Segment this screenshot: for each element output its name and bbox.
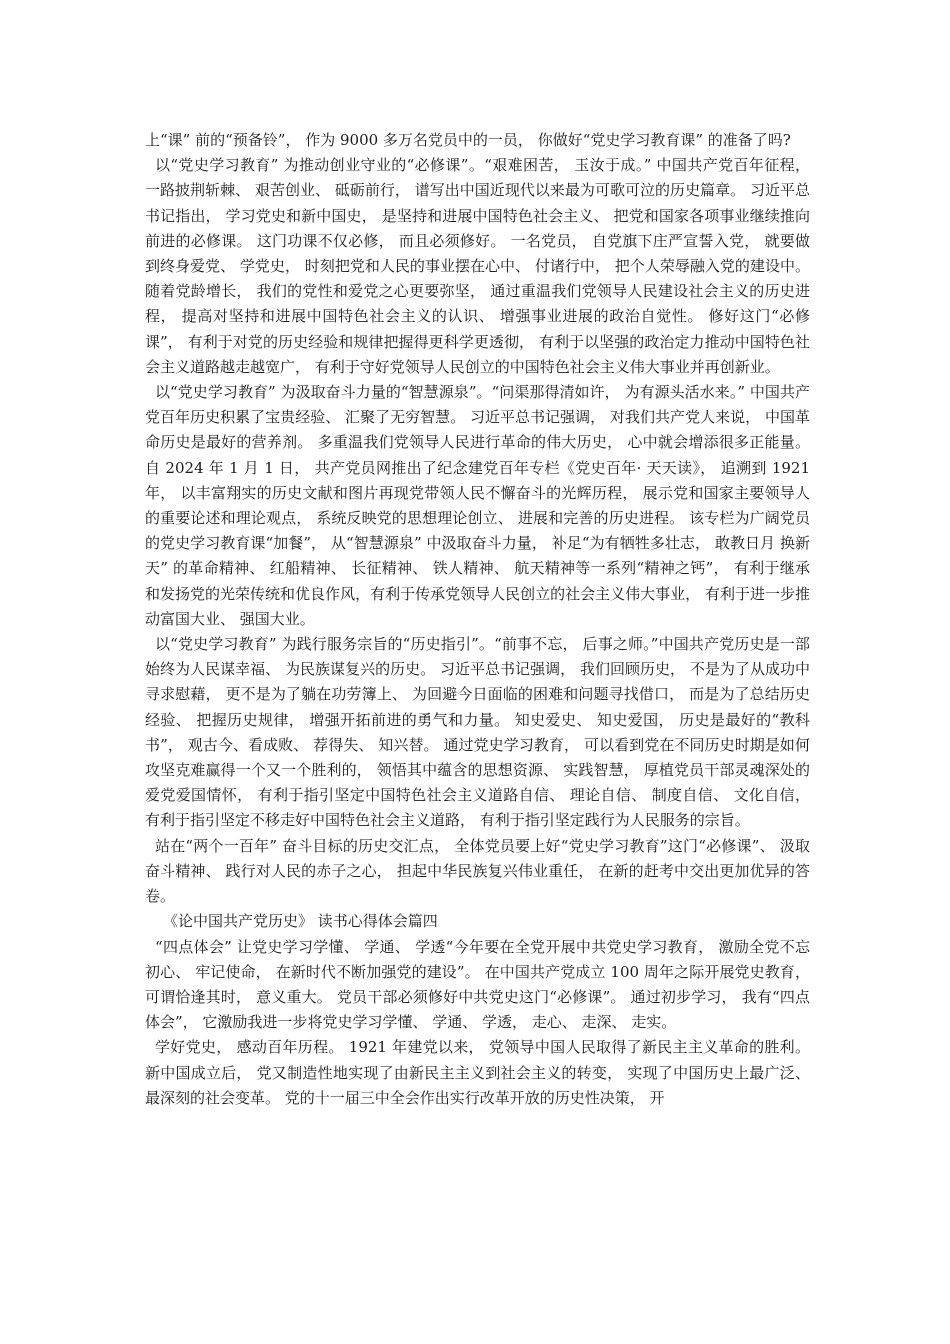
paragraph-3: 以“党史学习教育” 为汲取奋斗力量的“智慧源泉”。“问渠那得清如许， 为有源头活水来。” 中国共产党百年历史积累了宝贵经验、 汇聚了无穷智慧。 习近平总书记强调， 对我们共产党人来说， 中国革命历史是最好的营养剂。 多重温我们党领导人民进行革命的伟大历史， 心中就会增添很多正能量。 自 2024 年 1 月 1 日， 共产党员网推出了纪念建党百年专栏《党史百年· 天天读》， 追溯到 1921 年， 以丰富翔实的历史文献和图片再现党带领人民不懈奋斗的光辉历程， 展示党和国家主要领导人的重要论述和理论观点， 系统反映党的思想理论创立、 进展和完善的历史进程。 该专栏为广阔党员的党史学习教育课“加餐”， 从“智慧源泉” 中汲取奋斗力量， 补足“为有牺牲多壮志， 敢教日月 换新天” 的革命精神、 红船精神、 长征精神、 铁人精神、 航天精神等一系列“精神之钙”， 有利于继承和发扬党的光荣传统和优良作风，有利于传承党领导人民创立的社会主义伟大事业， 有利于进一步推动富国大业、 强国大业。	[145, 383, 810, 628]
section-heading: 《论中国共产党历史》 读书心得体会篇四	[163, 912, 438, 931]
paragraph-2: 以“党史学习教育” 为推动创业守业的“必修课”。“艰难困苦， 玉汝于成。” 中国共产党百年征程， 一路披荆斩棘、 艰苦创业、 砥砺前行， 谱写出中国近现代以来最为可歌可泣的历史篇章。 习近平总书记指出， 学习党史和新中国史， 是坚持和进展中国特色社会主义、 把党和国家各项事业继续推向前进的必修课。 这门功课不仅必修， 而且必须修好。 一名党员， 自党旗下庄严宣誓入党， 就要做到终身爱党、 学党史， 时刻把党和人民的事业摆在心中、 付诸行中， 把个人荣辱融入党的建设中。随着党龄增长， 我们的党性和爱党之心更要弥坚， 通过重温我们党领导人民建设社会主义的历史进程， 提高对坚持和进展中国特色社会主义的认识、 增强事业进展的政治自觉性。 修好这门“必修课”， 有利于对党的历史经验和规律把握得更科学更透彻， 有利于以坚强的政治定力推动中国特色社会主义道路越走越宽广， 有利于守好党领导人民创立的中国特色社会主义伟大事业并再创新业。	[145, 156, 810, 376]
document-body	[145, 128, 810, 1111]
paragraph-4: 以“党史学习教育” 为践行服务宗旨的“历史指引”。“前事不忘， 后事之师。”中国共产党历史是一部始终为人民谋幸福、 为民族谋复兴的历史。 习近平总书记强调， 我们回顾历史， 不是为了从成功中寻求慰藉， 更不是为了躺在功劳簿上、 为回避今日面临的困难和问题寻找借口， 而是为了总结历史经验、 把握历史规律， 增强开拓前进的勇气和力量。 知史爱史、 知史爱国， 历史是最好的“教科书”， 观古今、看成败、 荐得失、 知兴替。 通过党史学习教育， 可以看到党在不同历史时期是如何攻坚克难赢得一个又一个胜利的， 领悟其中蕴含的思想资源、 实践智慧， 厚植党员干部灵魂深处的爱党爱国情怀， 有利于指引坚定中国特色社会主义道路自信、 理论自信、 制度自信、 文化自信， 有利于指引坚定不移走好中国特色社会主义道路， 有利于指引坚定践行为人民服务的宗旨。	[145, 635, 810, 830]
paragraph-5: 站在“两个一百年” 奋斗目标的历史交汇点， 全体党员要上好“党史学习教育”这门“必修课”、 汲取奋斗精神、 践行对人民的赤子之心， 担起中华民族复兴伟业重任， 在新的赶考中交出更加优异的答卷。	[145, 836, 810, 906]
paragraph-6: “四点体会” 让党史学习学懂、 学通、 学透“今年要在全党开展中共党史学习教育， 激励全党不忘初心、 牢记使命， 在新时代不断加强党的建设”。 在中国共产党成立 100 周年之际开展党史教育， 可谓恰逢其时， 意义重大。 党员干部必须修好中共党史这门“必修课”。 通过初步学习， 我有“四点体会”， 它激励我进一步将党史学习学懂、 学通、 学透， 走心、 走深、 走实。	[145, 937, 810, 1032]
paragraph-7: 学好党史， 感动百年历程。 1921 年建党以来， 党领导中国人民取得了新民主主义革命的胜利。 新中国成立后， 党又制造性地实现了由新民主主义到社会主义的转变， 实现了中国历史上最广泛、 最深刻的社会变革。 党的十一届三中全会作出实行改革开放的历史性决策， 开	[145, 1038, 810, 1107]
paragraph-1: 上“课” 前的“预备铃”， 作为 9000 多万名党员中的一员， 你做好“党史学习教育课” 的准备了吗?	[145, 131, 791, 149]
